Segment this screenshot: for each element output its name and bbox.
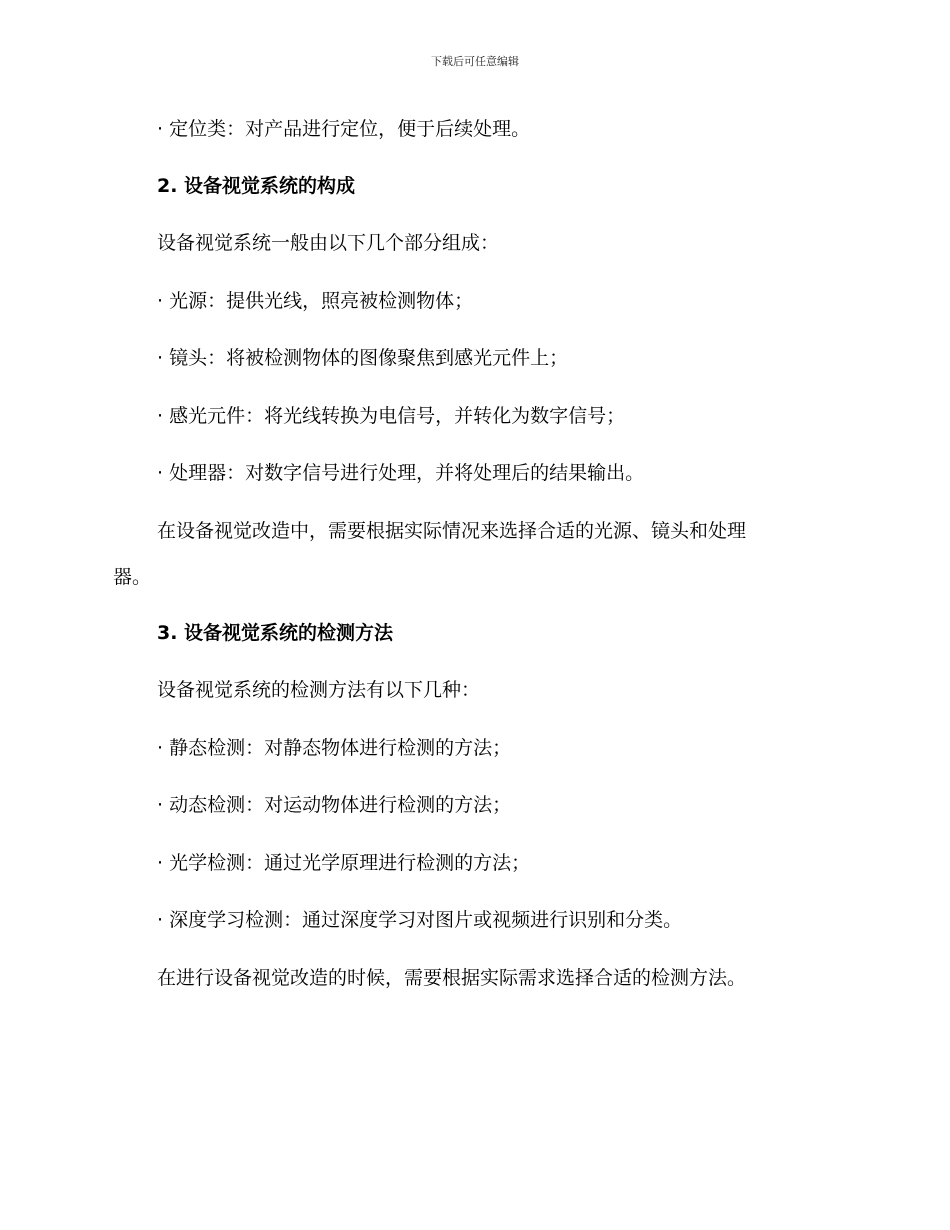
paragraph-conclusion: 在进行设备视觉改造的时候，需要根据实际需求选择合适的检测方法。	[157, 967, 747, 989]
paragraph-selection-line1: 在设备视觉改造中，需要根据实际情况来选择合适的光源、镜头和处理	[157, 520, 747, 542]
bullet-sensor: · 感光元件：将光线转换为电信号，并转化为数字信号；	[157, 405, 626, 427]
bullet-static-detection: · 静态检测：对静态物体进行检测的方法；	[157, 737, 512, 759]
section-heading-2: 2. 设备视觉系统的构成	[157, 175, 356, 197]
bullet-positioning: · 定位类：对产品进行定位，便于后续处理。	[157, 118, 531, 140]
bullet-dynamic-detection: · 动态检测：对运动物体进行检测的方法；	[157, 794, 512, 816]
bullet-processor: · 处理器：对数字信号进行处理，并将处理后的结果输出。	[157, 462, 645, 484]
section-heading-3: 3. 设备视觉系统的检测方法	[157, 622, 394, 644]
paragraph-selection-line2: 器。	[113, 566, 152, 588]
bullet-light-source: · 光源：提供光线，照亮被检测物体；	[157, 290, 474, 312]
paragraph-components-intro: 设备视觉系统一般由以下几个部分组成：	[157, 232, 500, 254]
page-header: 下载后可任意编辑	[431, 55, 519, 68]
bullet-deep-learning-detection: · 深度学习检测：通过深度学习对图片或视频进行识别和分类。	[157, 909, 683, 931]
paragraph-methods-intro: 设备视觉系统的检测方法有以下几种：	[157, 679, 481, 701]
bullet-lens: · 镜头：将被检测物体的图像聚焦到感光元件上；	[157, 347, 569, 369]
bullet-optical-detection: · 光学检测：通过光学原理进行检测的方法；	[157, 852, 531, 874]
